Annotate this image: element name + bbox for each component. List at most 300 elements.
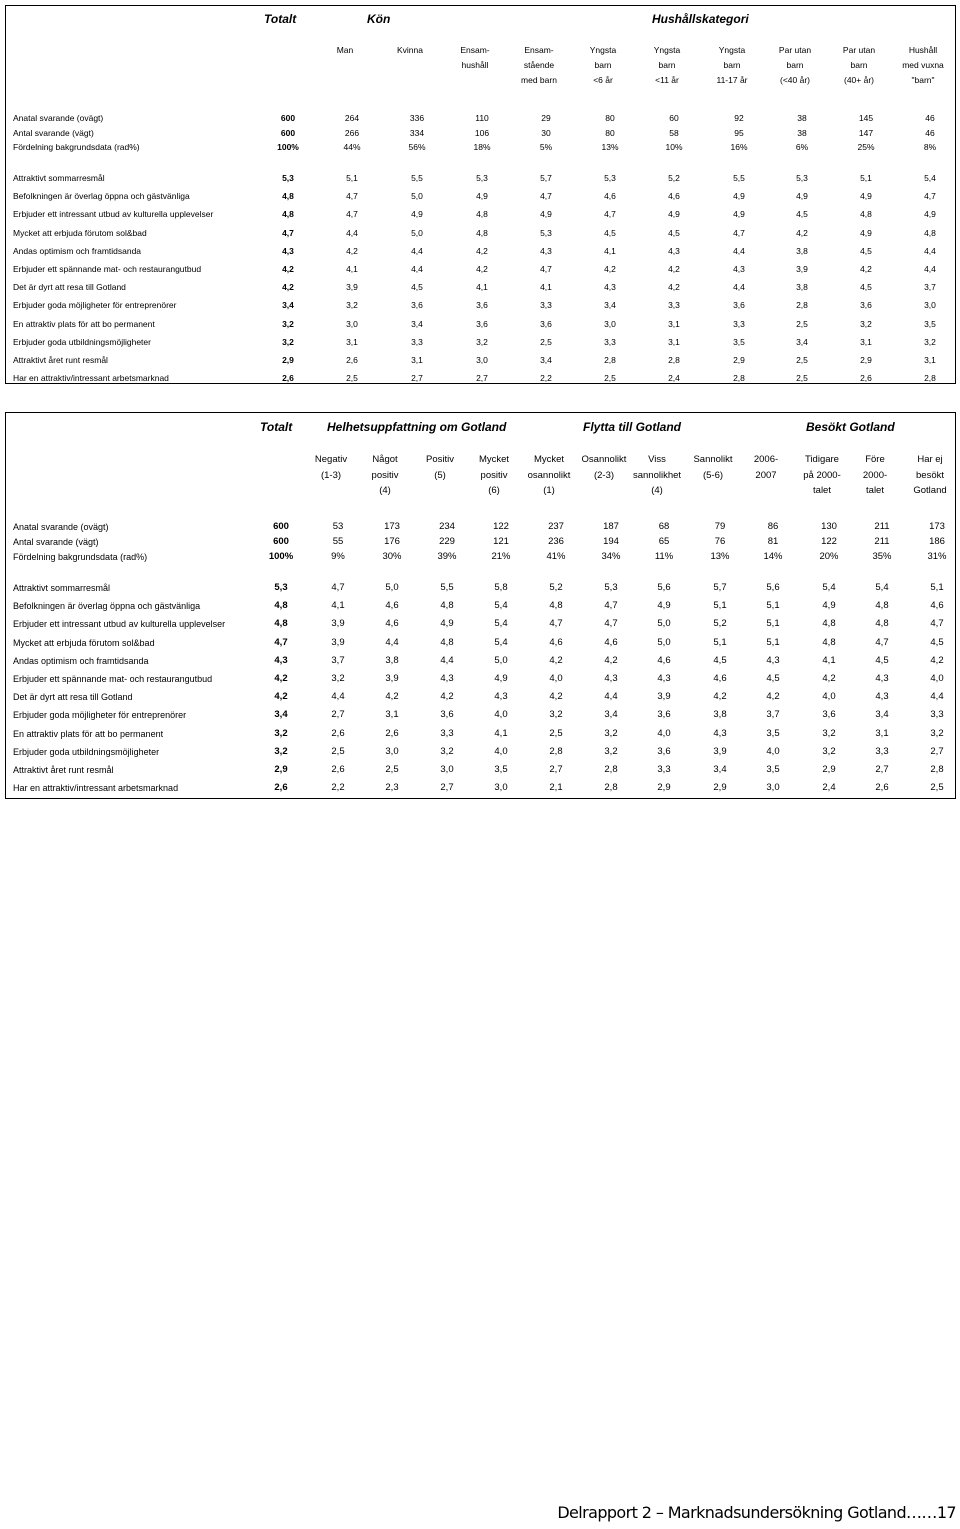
- table-cell: 4,8: [476, 227, 488, 238]
- table-cell: 2,7: [440, 782, 454, 794]
- table-cell: 4,4: [385, 636, 399, 648]
- column-header: 2006-: [753, 454, 779, 465]
- total-cell: 4,8: [274, 600, 288, 612]
- total-cell: 3,2: [274, 727, 288, 739]
- table-cell: 86: [767, 521, 779, 532]
- table-cell: 65: [658, 536, 670, 547]
- column-header: Hushåll: [908, 45, 938, 55]
- column-header: Osannolikt: [581, 454, 627, 465]
- table-cell: 29: [541, 113, 551, 123]
- table-cell: 5,8: [494, 582, 508, 593]
- table-cell: 46: [925, 113, 935, 123]
- table-cell: 4,2: [668, 282, 680, 293]
- table-cell: 5,3: [604, 582, 618, 593]
- table-cell: 266: [344, 127, 360, 138]
- table-cell: 4,7: [604, 618, 618, 630]
- section-title-total: Totalt: [264, 12, 297, 26]
- column-header: Något: [372, 454, 398, 465]
- column-header: Positiv: [426, 454, 454, 465]
- table-row: [13, 140, 950, 154]
- total-cell: 600: [280, 127, 296, 138]
- table-cell: 5,5: [411, 173, 423, 183]
- table-cell: 5,4: [494, 636, 508, 648]
- table-cell: 3,5: [733, 336, 745, 347]
- column-header: hushåll: [461, 60, 489, 70]
- table-cell: 3,8: [713, 709, 727, 721]
- table-cell: 4,7: [604, 209, 616, 220]
- table-cell: 5,1: [860, 173, 872, 183]
- total-cell: 4,7: [282, 227, 294, 238]
- table-cell: 4,4: [924, 245, 936, 256]
- total-cell: 3,4: [282, 300, 294, 311]
- table-cell: 3,4: [604, 709, 618, 721]
- table-cell: 176: [384, 536, 400, 547]
- table-cell: 4,4: [604, 691, 618, 703]
- column-header: barn: [850, 60, 868, 70]
- column-header: <11 år: [655, 75, 679, 85]
- table-cell: 4,5: [875, 654, 889, 666]
- table-cell: 3,1: [668, 318, 680, 329]
- table-cell: 4,9: [796, 191, 808, 202]
- table-row: [13, 535, 950, 549]
- column-header: (1): [543, 485, 555, 496]
- table-cell: 25%: [857, 142, 875, 152]
- table-cell: 3,8: [796, 282, 808, 293]
- table-cell: 5,4: [494, 600, 508, 612]
- table-row: [13, 226, 950, 240]
- table-cell: 2,7: [476, 373, 488, 384]
- column-header: stående: [523, 60, 555, 70]
- table-cell: 8%: [923, 142, 937, 152]
- column-header: Man: [336, 45, 354, 55]
- table-cell: 4,6: [657, 654, 671, 666]
- table-cell: 2,5: [796, 318, 808, 329]
- table-cell: 4,3: [604, 282, 616, 293]
- table-cell: 5,1: [766, 600, 780, 612]
- total-cell: 2,9: [282, 355, 294, 365]
- table-cell: 95: [734, 127, 744, 138]
- table-cell: 211: [874, 521, 890, 532]
- table-cell: 4,2: [822, 673, 836, 684]
- table-cell: 4,3: [875, 673, 889, 684]
- table-cell: 3,9: [346, 282, 358, 293]
- table-cell: 5,4: [875, 582, 889, 593]
- table-cell: 130: [821, 521, 837, 532]
- table-cell: 4,8: [875, 618, 889, 630]
- table-cell: 4,2: [476, 264, 488, 274]
- table-cell: 4,9: [733, 191, 745, 202]
- row-label: Antal svarande (vägt): [13, 537, 99, 547]
- row-label: Har en attraktiv/intressant arbetsmarknad: [13, 373, 169, 384]
- table-cell: 4,5: [668, 227, 680, 238]
- table-cell: 4,1: [346, 264, 358, 274]
- table-row: [13, 672, 950, 686]
- column-header: barn: [723, 60, 741, 70]
- table-cell: 2,7: [549, 764, 563, 775]
- table-cell: 122: [493, 521, 509, 532]
- row-label: Erbjuder goda utbildningsmöjligheter: [13, 746, 160, 757]
- column-header: Par utan: [778, 45, 812, 55]
- table-cell: 39%: [437, 551, 457, 562]
- table-cell: 3,3: [668, 300, 680, 311]
- table-cell: 4,9: [668, 209, 680, 220]
- column-header: (4): [651, 485, 663, 496]
- row-label: Fördelning bakgrundsdata (rad%): [13, 142, 140, 152]
- table-cell: 237: [548, 521, 564, 532]
- table-cell: 4,3: [733, 264, 745, 274]
- table-cell: 2,4: [822, 782, 836, 794]
- table-cell: 4,4: [930, 691, 944, 703]
- table-cell: 5,6: [657, 582, 671, 593]
- table-cell: 3,6: [657, 709, 671, 721]
- table-cell: 3,2: [440, 745, 454, 757]
- table-cell: 4,2: [796, 227, 808, 238]
- table-cell: 3,3: [657, 764, 671, 775]
- table-row: [13, 708, 950, 722]
- table-cell: 3,0: [440, 764, 454, 775]
- table-cell: 4,8: [822, 618, 836, 630]
- table-cell: 76: [714, 536, 726, 547]
- table-cell: 3,9: [657, 691, 671, 703]
- table-cell: 11%: [654, 551, 674, 562]
- table-cell: 3,3: [540, 300, 552, 311]
- table-cell: 3,3: [411, 336, 423, 347]
- table-cell: 4,1: [494, 727, 508, 739]
- column-header: Gotland: [913, 485, 947, 496]
- row-label: Erbjuder ett spännande mat- och restaurangutbud: [13, 264, 202, 274]
- column-header: (<40 år): [780, 75, 810, 85]
- table-cell: 2,7: [331, 709, 345, 721]
- table-row: [13, 550, 950, 564]
- table-cell: 3,2: [346, 300, 358, 311]
- row-label: Anatal svarande (ovägt): [13, 113, 104, 123]
- row-label: En attraktiv plats för att bo permanent: [13, 318, 155, 329]
- table-cell: 79: [714, 521, 726, 532]
- table-cell: 3,6: [476, 300, 488, 311]
- table-cell: 2,8: [604, 355, 616, 365]
- table-cell: 2,3: [385, 782, 399, 794]
- row-label: Mycket att erbjuda förutom sol&bad: [13, 227, 147, 238]
- table-cell: 14%: [763, 551, 783, 562]
- table-cell: 4,6: [713, 673, 727, 684]
- column-header: Ensam-: [460, 45, 490, 55]
- total-cell: 600: [280, 113, 296, 123]
- table-cell: 4,7: [733, 227, 745, 238]
- table-cell: 4,1: [822, 654, 836, 666]
- table-cell: 5,1: [766, 618, 780, 630]
- table-cell: 2,6: [860, 373, 872, 384]
- table-cell: 2,8: [604, 782, 618, 794]
- table-household: [5, 5, 956, 384]
- table-cell: 5%: [539, 142, 553, 152]
- section-title-overall-impression: Helhetsuppfattning om Gotland: [327, 420, 507, 434]
- table-cell: 2,9: [822, 764, 836, 775]
- column-header: Mycket: [533, 454, 565, 465]
- column-header: (6): [488, 485, 500, 496]
- column-header: besökt: [916, 469, 944, 481]
- table-cell: 20%: [819, 551, 839, 562]
- table-cell: 147: [858, 127, 874, 138]
- row-label: Andas optimism och framtidsanda: [13, 655, 149, 666]
- table-row: [13, 581, 950, 595]
- table-cell: 211: [874, 536, 890, 547]
- table-cell: 60: [669, 113, 679, 123]
- table-cell: 3,3: [604, 336, 616, 347]
- table-cell: 4,1: [604, 245, 616, 256]
- table-cell: 4,2: [440, 691, 454, 703]
- table-cell: 3,6: [440, 709, 454, 721]
- table-cell: 18%: [473, 142, 491, 152]
- table-cell: 2,8: [796, 300, 808, 311]
- table-cell: 4,2: [346, 245, 358, 256]
- table-cell: 2,1: [549, 782, 563, 794]
- table-cell: 35%: [872, 551, 892, 562]
- table-cell: 4,5: [766, 673, 780, 684]
- table-cell: 4,2: [549, 691, 563, 703]
- table-row: [13, 335, 950, 349]
- table-cell: 4,6: [604, 191, 616, 202]
- table-cell: 3,0: [385, 745, 399, 757]
- table-cell: 2,6: [346, 355, 358, 365]
- table-cell: 106: [474, 127, 490, 138]
- section-title-visited-gotland: Besökt Gotland: [806, 420, 895, 434]
- table-cell: 4,2: [604, 264, 616, 274]
- table-row: [13, 654, 950, 668]
- table-cell: 38: [797, 113, 807, 123]
- table-cell: 4,8: [875, 600, 889, 612]
- table-cell: 4,9: [860, 227, 872, 238]
- table-cell: 55: [332, 536, 344, 547]
- table-cell: 3,2: [549, 709, 563, 721]
- table-cell: 173: [929, 521, 945, 532]
- row-label: Erbjuder ett intressant utbud av kulturella upplevelser: [13, 619, 226, 630]
- table-cell: 4,9: [440, 618, 454, 630]
- table-cell: 4,3: [875, 691, 889, 703]
- total-cell: 5,3: [274, 582, 288, 593]
- table-cell: 3,7: [924, 282, 936, 293]
- table-cell: 3,1: [924, 355, 936, 365]
- row-label: Det är dyrt att resa till Gotland: [13, 282, 126, 293]
- table-cell: 2,5: [549, 727, 563, 739]
- table-cell: 2,2: [331, 782, 345, 794]
- table-cell: 3,0: [346, 318, 358, 329]
- table-cell: 4,9: [494, 673, 508, 684]
- table-cell: 5,1: [713, 600, 727, 612]
- table-cell: 4,0: [822, 691, 836, 703]
- total-cell: 4,8: [282, 209, 294, 220]
- table-cell: 121: [493, 536, 509, 547]
- table-row: [13, 280, 950, 294]
- table-cell: 4,0: [494, 709, 508, 721]
- table-cell: 3,8: [385, 654, 399, 666]
- table-cell: 4,6: [930, 600, 944, 612]
- table-cell: 3,7: [766, 709, 780, 721]
- table-cell: 4,8: [549, 600, 563, 612]
- table-cell: 3,5: [766, 764, 780, 775]
- table-cell: 236: [548, 536, 564, 547]
- table-cell: 2,5: [331, 745, 345, 757]
- table-cell: 4,8: [860, 209, 872, 220]
- table-cell: 4,2: [668, 264, 680, 274]
- table-cell: 2,8: [733, 373, 745, 384]
- table-cell: 4,4: [411, 264, 423, 274]
- section-title-gender: Kön: [367, 12, 391, 26]
- table-cell: 2,6: [331, 764, 345, 775]
- column-header: <6 år: [593, 75, 613, 85]
- table-row: [13, 371, 950, 385]
- table-cell: 3,6: [860, 300, 872, 311]
- table-cell: 4,5: [604, 227, 616, 238]
- total-cell: 3,2: [274, 745, 288, 757]
- table-cell: 3,1: [875, 727, 889, 739]
- column-header: Yngsta: [589, 45, 617, 55]
- row-label: Antal svarande (vägt): [13, 127, 94, 138]
- table-cell: 3,3: [930, 709, 944, 721]
- table-cell: 3,9: [331, 636, 345, 648]
- table-cell: 3,6: [657, 745, 671, 757]
- table-cell: 3,3: [733, 318, 745, 329]
- total-cell: 4,8: [274, 618, 288, 630]
- table-cell: 4,6: [549, 636, 563, 648]
- total-cell: 4,3: [282, 245, 294, 256]
- table-cell: 4,2: [713, 691, 727, 703]
- table-cell: 2,7: [875, 764, 889, 775]
- table-cell: 3,1: [385, 709, 399, 721]
- column-header: talet: [866, 485, 884, 496]
- table-cell: 2,5: [385, 764, 399, 775]
- table-cell: 53: [332, 521, 344, 532]
- table-cell: 3,3: [440, 727, 454, 739]
- column-header: barn: [786, 60, 804, 70]
- column-header: Kvinna: [397, 45, 423, 55]
- table-cell: 2,8: [930, 764, 944, 775]
- table-cell: 2,8: [924, 373, 936, 384]
- table-cell: 2,9: [733, 355, 745, 365]
- table-cell: 194: [603, 536, 619, 547]
- row-label: Det är dyrt att resa till Gotland: [13, 692, 133, 703]
- column-header: positiv: [371, 469, 399, 481]
- table-cell: 2,6: [385, 727, 399, 739]
- table-cell: 336: [409, 113, 425, 123]
- table-cell: 5,4: [822, 582, 836, 593]
- table-cell: 4,3: [540, 245, 552, 256]
- table-cell: 5,4: [924, 173, 936, 183]
- table-row: [13, 126, 950, 140]
- table-cell: 4,8: [476, 209, 488, 220]
- table-cell: 4,7: [540, 191, 552, 202]
- total-cell: 3,4: [274, 709, 288, 721]
- total-cell: 5,3: [282, 173, 294, 183]
- column-header: Yngsta: [653, 45, 681, 55]
- table-cell: 44%: [343, 142, 361, 152]
- table-cell: 2,6: [875, 782, 889, 794]
- table-cell: 4,1: [540, 282, 552, 293]
- table-cell: 4,9: [411, 209, 423, 220]
- table-cell: 4,4: [440, 654, 454, 666]
- table-cell: 5,2: [713, 618, 727, 630]
- table-cell: 2,5: [540, 336, 552, 347]
- table-row: [13, 763, 950, 777]
- table-cell: 4,5: [860, 245, 872, 256]
- table-cell: 3,2: [930, 727, 944, 739]
- table-cell: 4,2: [385, 691, 399, 703]
- table-cell: 31%: [927, 551, 947, 562]
- table-cell: 80: [605, 113, 615, 123]
- total-cell: 4,2: [274, 691, 288, 703]
- table-cell: 5,3: [796, 173, 808, 183]
- row-label: Mycket att erbjuda förutom sol&bad: [13, 637, 155, 648]
- table-cell: 30: [541, 127, 551, 138]
- table-cell: 3,5: [494, 764, 508, 775]
- column-header: Före: [865, 454, 885, 465]
- table-row: [13, 353, 950, 367]
- table-cell: 4,4: [733, 282, 745, 293]
- table-row: [13, 189, 950, 203]
- table-row: [13, 617, 950, 631]
- table-cell: 5,3: [540, 227, 552, 238]
- table-cell: 3,2: [604, 727, 618, 739]
- column-header: (40+ år): [844, 75, 874, 85]
- table-cell: 5,5: [440, 582, 454, 593]
- total-cell: 100%: [268, 551, 294, 562]
- total-cell: 600: [273, 536, 289, 547]
- table-cell: 4,2: [549, 654, 563, 666]
- table-cell: 145: [858, 113, 874, 123]
- total-cell: 4,8: [282, 191, 294, 202]
- table-cell: 5,3: [604, 173, 616, 183]
- table-cell: 3,6: [733, 300, 745, 311]
- table-cell: 16%: [730, 142, 748, 152]
- total-cell: 3,2: [282, 336, 294, 347]
- row-label: Befolkningen är överlag öppna och gästvänliga: [13, 191, 190, 202]
- table-row: [13, 745, 950, 759]
- table-cell: 5,1: [766, 636, 780, 648]
- table-cell: 3,9: [385, 673, 399, 684]
- column-header: Negativ: [314, 454, 348, 465]
- table-cell: 68: [658, 521, 670, 532]
- table-cell: 9%: [331, 551, 345, 562]
- table-row: [13, 781, 950, 795]
- column-header: Tidigare: [805, 454, 839, 465]
- table-cell: 4,3: [657, 673, 671, 684]
- table-cell: 4,5: [713, 654, 727, 666]
- table-cell: 4,3: [713, 727, 727, 739]
- table-cell: 229: [439, 536, 455, 547]
- table-cell: 186: [929, 536, 945, 547]
- table-cell: 4,5: [411, 282, 423, 293]
- table-cell: 4,8: [440, 600, 454, 612]
- column-header: med barn: [521, 75, 557, 85]
- table-row: [13, 171, 950, 185]
- table-cell: 2,4: [668, 373, 680, 384]
- row-label: Attraktivt året runt resmål: [13, 765, 114, 775]
- table-cell: 2,6: [331, 727, 345, 739]
- table-cell: 3,1: [411, 355, 423, 365]
- column-header: "barn": [911, 75, 935, 85]
- table-cell: 4,9: [822, 600, 836, 612]
- column-header: sannolikhet: [632, 469, 682, 481]
- table-cell: 5,4: [494, 618, 508, 630]
- table-cell: 38: [797, 127, 807, 138]
- table-cell: 5,0: [657, 618, 671, 630]
- table-cell: 3,4: [540, 355, 552, 365]
- table-cell: 6%: [795, 142, 809, 152]
- table-cell: 5,2: [668, 173, 680, 183]
- table-cell: 3,1: [668, 336, 680, 347]
- table-cell: 41%: [546, 551, 566, 562]
- table-cell: 264: [344, 113, 360, 123]
- table-cell: 2,5: [796, 373, 808, 384]
